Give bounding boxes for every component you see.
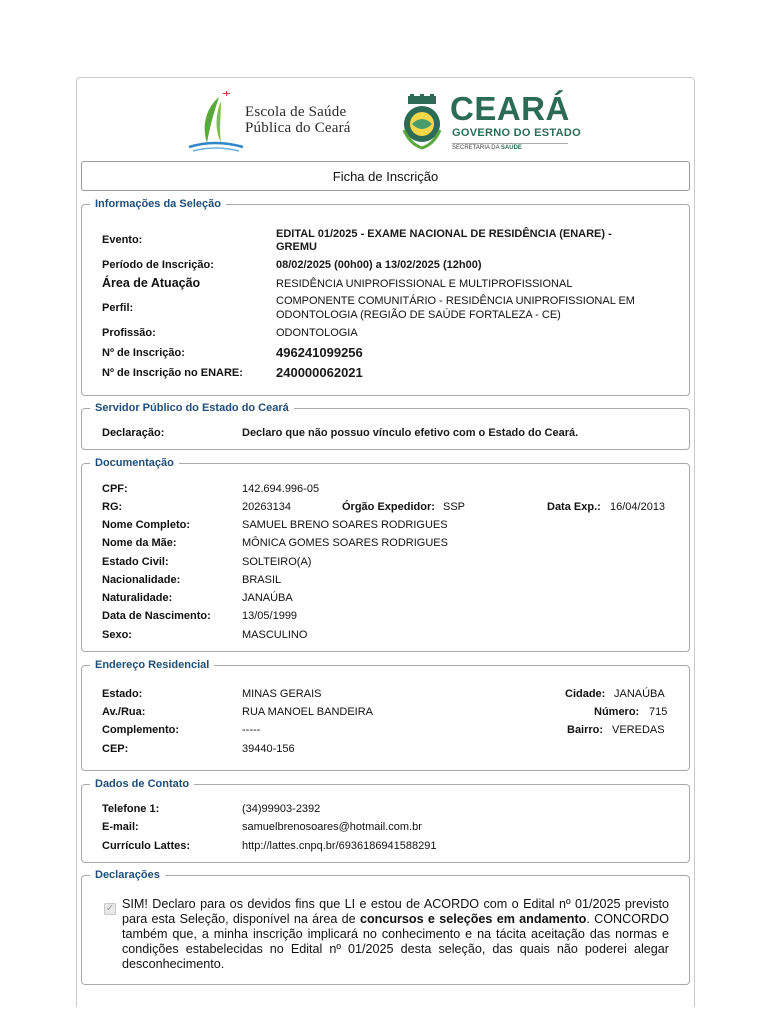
- cpf-label: CPF:: [102, 483, 128, 495]
- nome-label: Nome Completo:: [102, 519, 190, 531]
- nat-value: JANAÚBA: [242, 592, 293, 604]
- estado-label: Estado:: [102, 688, 143, 700]
- nasc-value: 13/05/1999: [242, 610, 298, 622]
- evento-value-1: EDITAL 01/2025 - EXAME NACIONAL DE RESIDÊNCIA (ENARE) -: [276, 228, 612, 240]
- agreement-checkbox[interactable]: ✓: [105, 903, 115, 914]
- nac-value: BRASIL: [242, 574, 282, 586]
- lattes-value: http://lattes.cnpq.br/6936186941588291: [242, 840, 437, 852]
- orgao-label: Órgão Expedidor:: [342, 501, 435, 513]
- esp-leaf-icon: [185, 91, 245, 153]
- bairro-value: VEREDAS: [612, 724, 665, 736]
- perfil-value-1: COMPONENTE COMUNITÁRIO - RESIDÊNCIA UNIPROFISSIONAL EM: [276, 295, 635, 307]
- nac-label: Nacionalidade:: [102, 574, 181, 586]
- ceara-title: CEARÁ: [450, 90, 570, 127]
- perfil-label: Perfil:: [102, 302, 134, 314]
- ceara-coat-of-arms-icon: [398, 94, 446, 150]
- cep-label: CEP:: [102, 743, 129, 755]
- agreement-text-bold: concursos e seleções em andamento: [359, 912, 587, 926]
- civil-label: Estado Civil:: [102, 556, 169, 568]
- evento-label: Evento:: [102, 234, 143, 246]
- email-label: E-mail:: [102, 821, 139, 833]
- rg-value: 20263134: [242, 501, 291, 513]
- cidade-value: JANAÚBA: [614, 688, 665, 700]
- mae-label: Nome da Mãe:: [102, 537, 177, 549]
- periodo-value: 08/02/2025 (00h00) a 13/02/2025 (12h00): [276, 259, 482, 271]
- orgao-value: SSP: [443, 501, 466, 513]
- agreement-text-a: SIM! Declaro para os devidos fins que LI e estou de ACORDO com o Edital nº 01/2025 previsto para esta Seleção, disponível na área de: [122, 897, 669, 926]
- area-value: RESIDÊNCIA UNIPROFISSIONAL E MULTIPROFISSIONAL: [276, 278, 573, 290]
- compl-label: Complemento:: [102, 724, 179, 736]
- declaracao-value: Declaro que não possuo vínculo efetivo com o Estado do Ceará.: [242, 427, 579, 439]
- sexo-value: MASCULINO: [242, 629, 308, 641]
- ceara-logo: [398, 90, 598, 154]
- evento-value-2: GREMU: [276, 241, 317, 253]
- ceara-subtitle: GOVERNO DO ESTADO: [452, 127, 581, 139]
- agreement-text: [122, 897, 669, 972]
- secretaria-prefix: SECRETARIA DA: [452, 145, 500, 151]
- dataexp-value: 16/04/2013: [610, 501, 666, 513]
- inscricao-label: Nº de Inscrição:: [102, 347, 185, 359]
- header-logos: [180, 88, 600, 156]
- esp-wordmark: [245, 105, 351, 137]
- area-label: Área de Atuação: [102, 276, 201, 290]
- profissao-label: Profissão:: [102, 327, 156, 339]
- esp-line1: Escola de Saúde: [245, 104, 347, 120]
- numero-label: Número:: [594, 706, 640, 718]
- section-declaracoes-legend: Declarações: [95, 869, 160, 881]
- esp-line2: Pública do Ceará: [245, 119, 351, 136]
- nat-label: Naturalidade:: [102, 592, 173, 604]
- nasc-label: Data de Nascimento:: [102, 610, 211, 622]
- compl-value: -----: [242, 724, 261, 736]
- email-value: samuelbrenosoares@hotmail.com.br: [242, 821, 422, 833]
- telefone-value: (34)99903-2392: [242, 803, 321, 815]
- enare-value: 240000062021: [276, 365, 363, 380]
- section-selecao-legend: Informações da Seleção: [95, 198, 221, 210]
- nome-value: SAMUEL BRENO SOARES RODRIGUES: [242, 519, 448, 531]
- profissao-value: ODONTOLOGIA: [276, 327, 358, 339]
- lattes-label: Currículo Lattes:: [102, 840, 191, 852]
- dataexp-label: Data Exp.:: [547, 501, 601, 513]
- page-title: Ficha de Inscrição: [81, 161, 690, 191]
- cep-value: 39440-156: [242, 743, 295, 755]
- agreement-text-b: . CONCORDO também que, a minha inscrição implicará no conhecimento e na tácita aceitação das normas e condições estabelecidas no Edital nº 01/2025 desta seleção, das quais não poderei alegar desconhecimento.: [122, 912, 670, 971]
- periodo-label: Período de Inscrição:: [102, 259, 214, 271]
- ceara-secretaria: [452, 143, 568, 151]
- sexo-label: Sexo:: [102, 629, 132, 641]
- section-contato-legend: Dados de Contato: [95, 778, 190, 790]
- mae-value: MÔNICA GOMES SOARES RODRIGUES: [242, 537, 448, 549]
- section-documentacao: [81, 457, 690, 652]
- rg-label: RG:: [102, 501, 123, 513]
- section-documentacao-legend: Documentação: [95, 457, 174, 469]
- esp-logo: [185, 91, 375, 153]
- enare-label: Nº de Inscrição no ENARE:: [102, 367, 243, 379]
- inscricao-value: 496241099256: [276, 345, 363, 360]
- rua-value: RUA MANOEL BANDEIRA: [242, 706, 374, 718]
- section-endereco-legend: Endereço Residencial: [95, 659, 210, 671]
- secretaria-name: SAÚDE: [500, 145, 522, 151]
- telefone-label: Telefone 1:: [102, 803, 160, 815]
- section-servidor-legend: Servidor Público do Estado do Ceará: [95, 402, 289, 414]
- section-servidor: [81, 402, 690, 450]
- numero-value: 715: [649, 706, 668, 718]
- bairro-label: Bairro:: [567, 724, 604, 736]
- declaracao-label: Declaração:: [102, 427, 165, 439]
- cpf-value: 142.694.996-05: [242, 483, 320, 495]
- estado-value: MINAS GERAIS: [242, 688, 322, 700]
- rua-label: Av./Rua:: [102, 706, 146, 718]
- civil-value: SOLTEIRO(A): [242, 556, 312, 568]
- perfil-value-2: ODONTOLOGIA (REGIÃO DE SAÚDE FORTALEZA - CE): [276, 309, 561, 321]
- cidade-label: Cidade:: [565, 688, 606, 700]
